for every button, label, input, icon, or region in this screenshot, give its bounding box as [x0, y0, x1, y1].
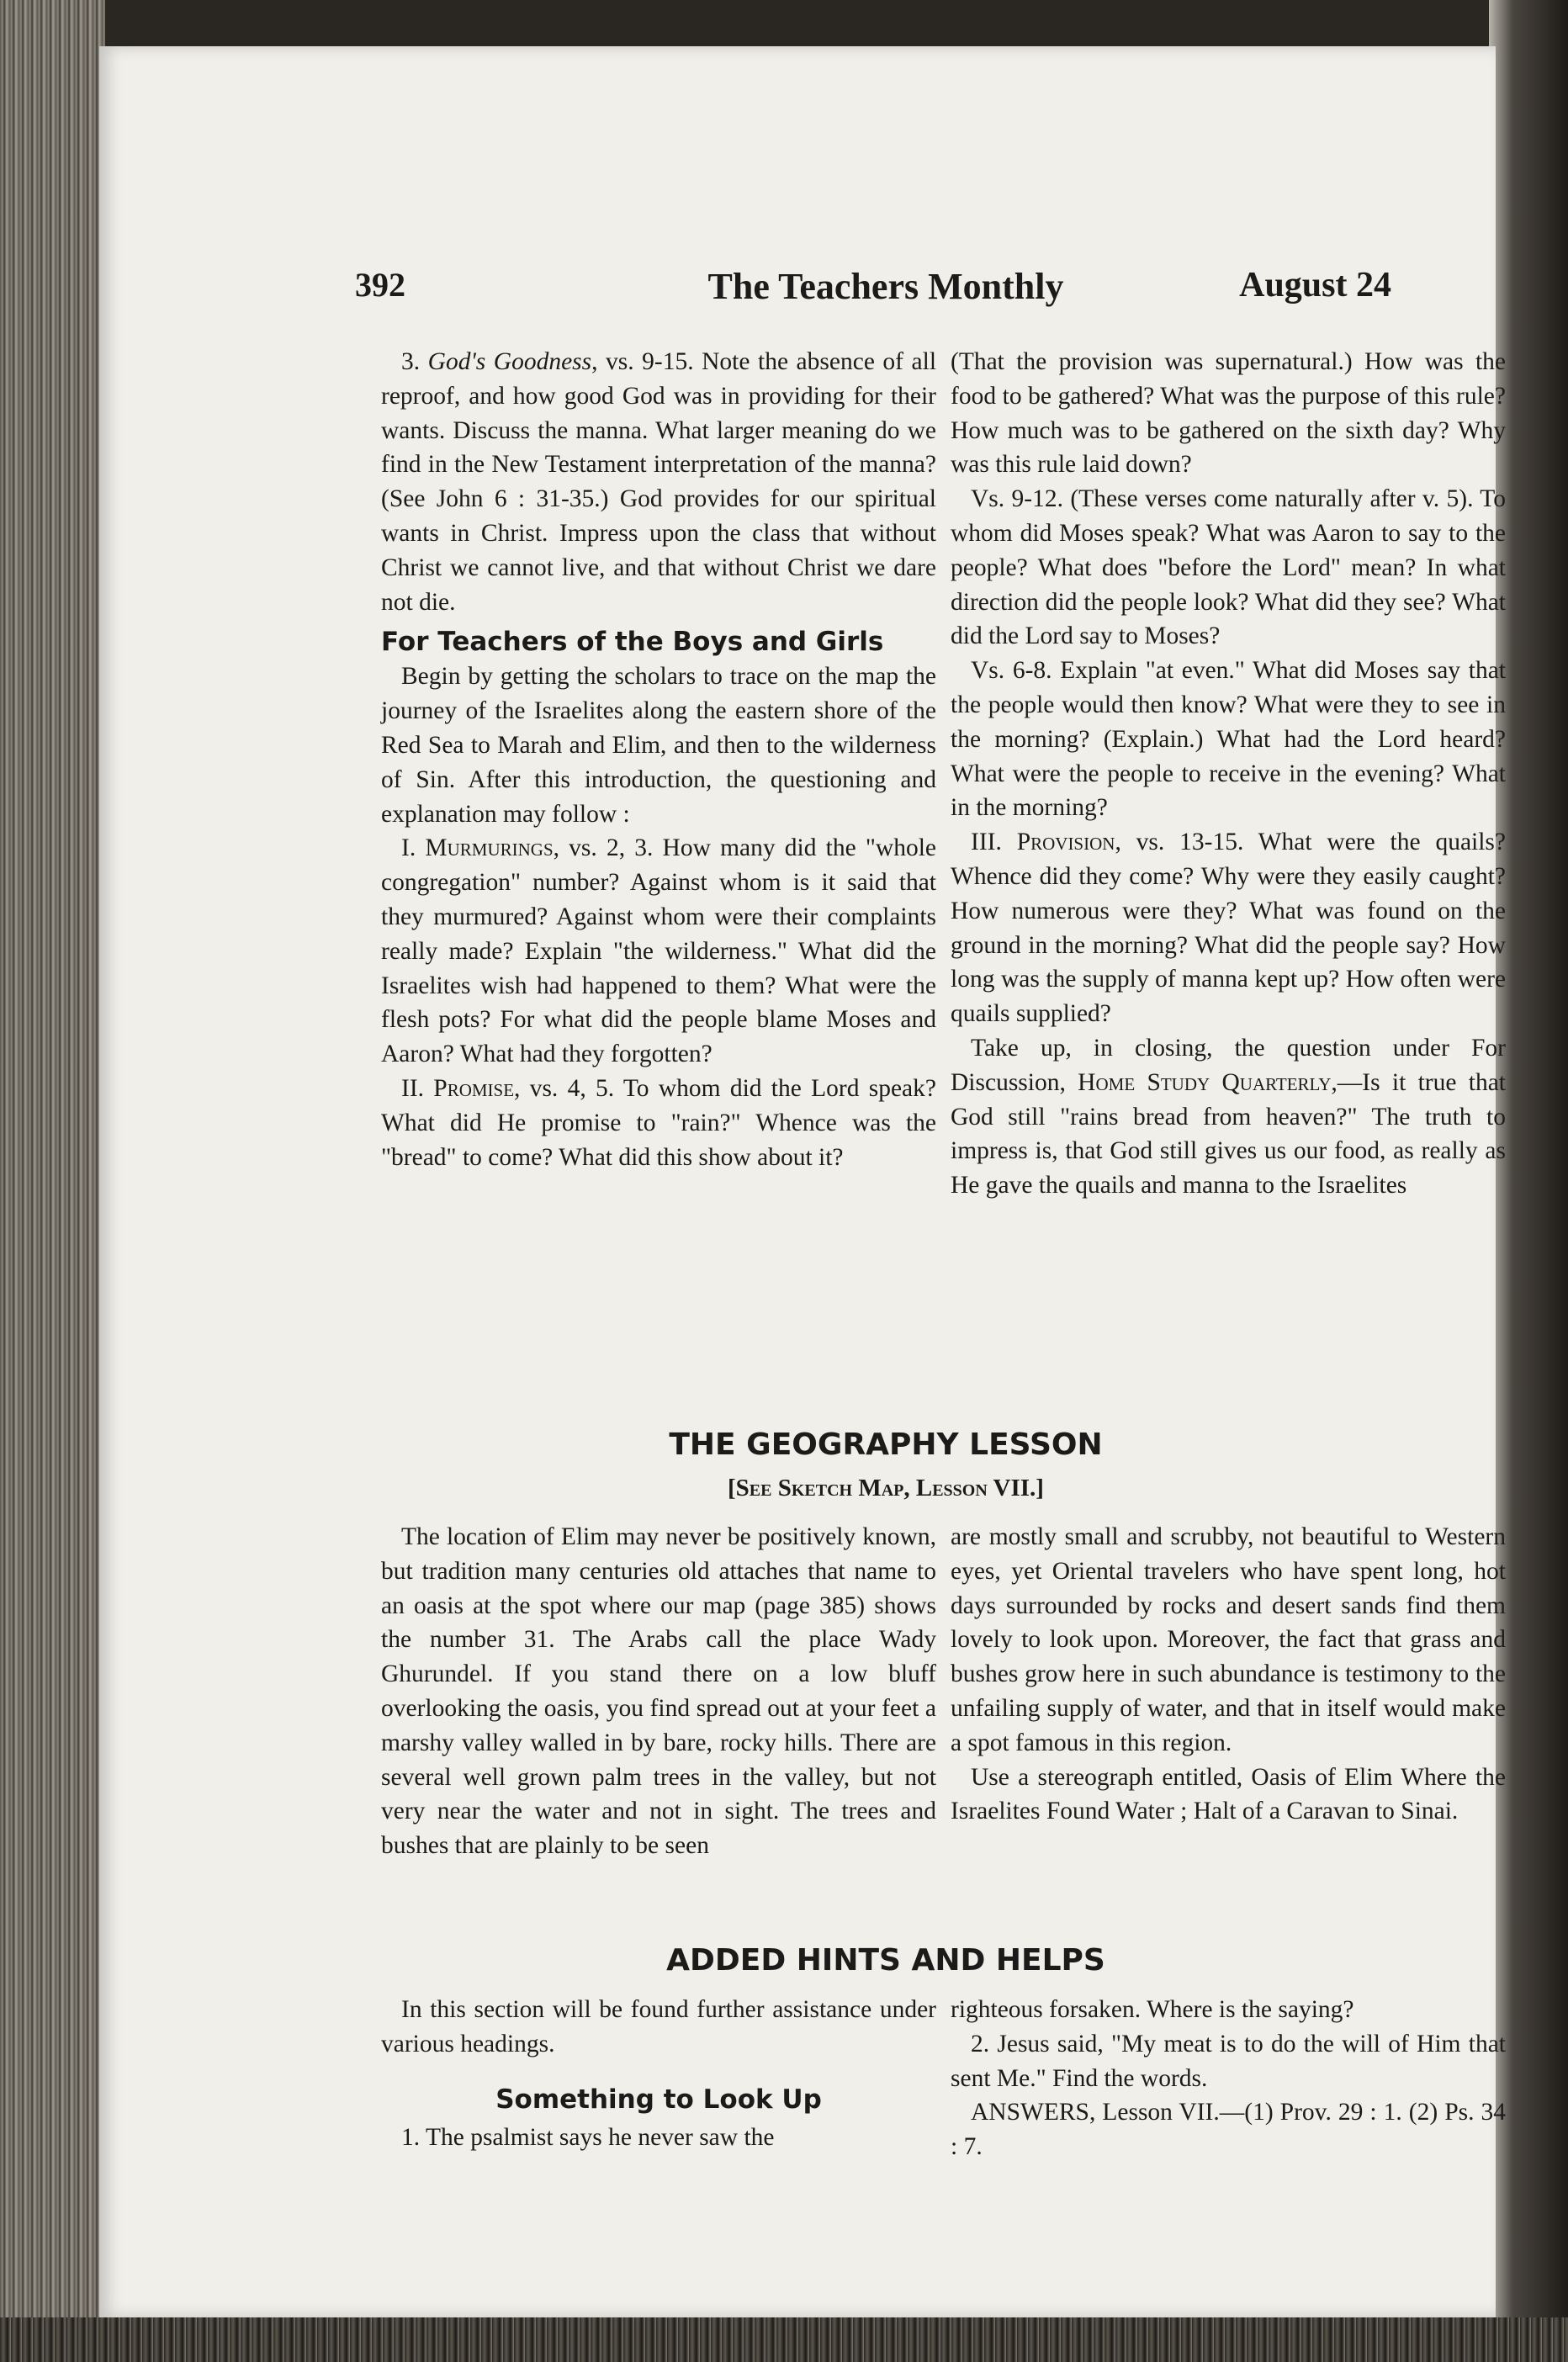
supernatural-paragraph: (That the provision was supernatural.) How was the food to be gathered? What was the purpose of this rule? How much was to be gathered on the sixth day? Why was this rule laid down? [951, 348, 1506, 479]
look-up-question-1: 1. The psalmist says he never saw the [401, 2123, 775, 2151]
verses-6-8-paragraph: Vs. 6-8. Explain "at even." What did Moses say that the people would then know? What were they to see in the morning? (Explain.) What had the Lord heard? What were the people to receive in the evening? What in the morning? [951, 657, 1506, 822]
hints-intro-paragraph: In this section will be found further assistance under various headings. [381, 1996, 936, 2057]
boys-girls-intro: Begin by getting the scholars to trace on the map the journey of the Israelites along the eastern shore of the Red Sea to Marah and Elim, and then to the wilderness of Sin. After this introduction, the questioning and explanation may follow : [381, 663, 936, 828]
top-right-column [951, 345, 1506, 1203]
page-number: 392 [355, 266, 405, 304]
look-up-question-1-cont: righteous forsaken. Where is the saying? [951, 1996, 1354, 2023]
geography-stereograph-paragraph: Use a stereograph entitled, Oasis of Elim Where the Israelites Found Water ; Halt of a Caravan to Sinai. [951, 1763, 1506, 1825]
promise-paragraph: II. Promise, vs. 4, 5. To whom did the Lord speak? What did He promise to "rain?" Whence was the "bread" to come? What did this show about it? [381, 1074, 936, 1171]
header-date: August 24 [1239, 266, 1391, 305]
geography-heading: THE GEOGRAPHY LESSON [669, 1427, 1103, 1462]
scan-bottom-edge [0, 2317, 1568, 2362]
gods-goodness-paragraph: 3. God's Goodness, vs. 9-15. Note the absence of all reproof, and how good God was in providing for their wants. Discuss the manna. What larger meaning do we find in the New Testament interpretation of the manna? (See John 6 : 31-35.) God provides for our spiritual wants in Christ. Impress upon the class that without Christ we cannot live, and that without Christ we dare not die. [381, 348, 937, 616]
boys-girls-heading: For Teachers of the Boys and Girls [381, 627, 884, 658]
book-page [99, 46, 1507, 2317]
geography-trees-paragraph: are mostly small and scrubby, not beautiful to Western eyes, yet Oriental travelers who have spent long, hot days surrounded by rocks and desert sands find them lovely to look upon. Moreover, the fact that grass and bushes grow here in such abundance is testimony to the unfailing supply of water, and that in itself would make a spot famous in this region. [951, 1523, 1506, 1756]
geography-left-column [381, 1520, 936, 1863]
hints-heading: ADDED HINTS AND HELPS [666, 1943, 1105, 1978]
look-up-question-2: 2. Jesus said, "My meat is to do the will of Him that sent Me." Find the words. [951, 2030, 1506, 2092]
provision-paragraph: III. Provision, vs. 13-15. What were the quails? Whence did they come? Why were they easily caught? How numerous were they? What was found on the ground in the morning? What did the people say? How long was the supply of manna kept up? How often were quails supplied? [951, 829, 1506, 1028]
geography-right-column [951, 1520, 1506, 1829]
hints-left-column [381, 1993, 936, 2154]
running-header [268, 265, 1504, 324]
verses-9-12-paragraph: Vs. 9-12. (These verses come naturally after v. 5). To whom did Moses speak? What was Aaron to say to the people? What does "before the Lord" mean? In what direction did the people look? What did they see? What did the Lord say to Moses? [951, 485, 1506, 650]
look-up-heading: Something to Look Up [495, 2084, 822, 2115]
page-content [268, 46, 1507, 2317]
book-page-edges [0, 0, 105, 2362]
geography-subheading: [See Sketch Map, Lesson VII.] [728, 1475, 1044, 1501]
hints-right-column [951, 1993, 1506, 2164]
top-left-column [381, 345, 936, 1174]
geography-elim-paragraph: The location of Elim may never be positively known, but tradition many centuries old attaches that name to an oasis at the spot where our map (page 385) shows the number 31. The Arabs call the place Wady Ghurundel. If you stand there on a low bluff overlooking the oasis, you find spread out at your feet a marshy valley walled in by bare, rocky hills. There are several well grown palm trees in the valley, but not very near the water and not in sight. The trees and bushes that are plainly to be seen [381, 1523, 936, 1860]
murmurings-paragraph: I. Murmurings, vs. 2, 3. How many did the "whole congregation" number? Against whom is it said that they murmured? Against whom were their complaints really made? Explain "the wilderness." What did the Israelites wish had happened to them? What were the flesh pots? For what did the people blame Moses and Aaron? What had they forgotten? [381, 834, 936, 1068]
journal-title: The Teachers Monthly [707, 266, 1064, 307]
answers-paragraph: ANSWERS, Lesson VII.—(1) Prov. 29 : 1. (2) Ps. 34 : 7. [951, 2099, 1506, 2161]
closing-paragraph: Take up, in closing, the question under For Discussion, Home Study Quarterly,—Is it true that God still "rains bread from heaven?" The truth to impress is, that God still gives us our food, as really as He gave the quails and manna to the Israelites [951, 1034, 1507, 1200]
